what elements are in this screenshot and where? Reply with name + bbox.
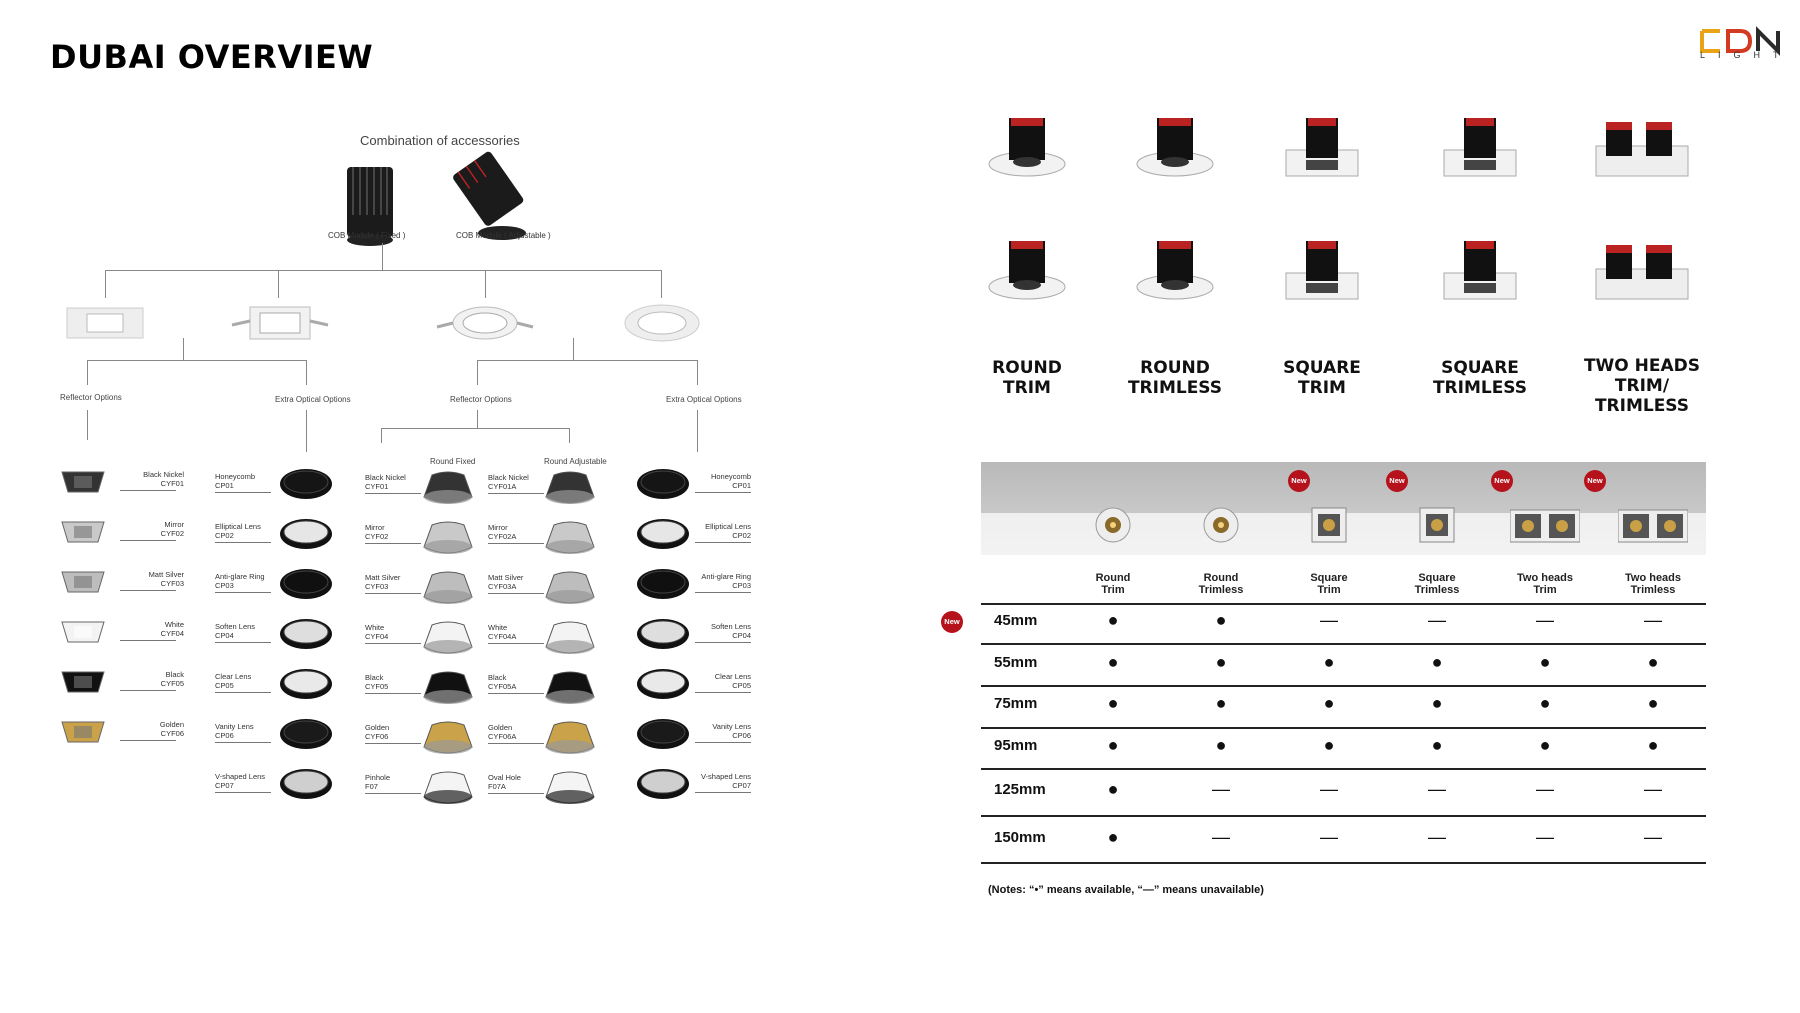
- cell-r1-c4: ●: [1539, 652, 1551, 672]
- product-4-tilt-image: [1592, 235, 1692, 307]
- col5-image-4: [635, 666, 693, 708]
- col5-underline-2: [695, 592, 751, 593]
- product-3-trim-image: [1430, 112, 1530, 184]
- col4-image-3: [542, 617, 600, 659]
- diagram-title: Combination of accessories: [360, 133, 520, 148]
- col3-label-5: Golden CYF06: [365, 723, 390, 741]
- col3-image-0: [420, 467, 478, 509]
- column-header-2: Square Trim: [1310, 572, 1348, 596]
- cell-r1-c3: ●: [1431, 652, 1443, 672]
- band-icon-5: [1618, 505, 1688, 545]
- col5-underline-3: [695, 642, 751, 643]
- cell-r1-c5: ●: [1647, 652, 1659, 672]
- cell-r3-c3: ●: [1431, 735, 1443, 755]
- row-label-0: 45mm: [994, 612, 1038, 629]
- column-header-0: Round Trim: [1095, 572, 1131, 596]
- col3-label-6: Pinhole F07: [365, 773, 391, 791]
- col4-underline-4: [488, 693, 544, 694]
- product-0-tilt-image: [977, 235, 1077, 307]
- table-rule-1: [981, 643, 1706, 645]
- cell-r2-c2: ●: [1323, 693, 1335, 713]
- option-title-round-adjustable: Round Adjustable: [544, 457, 607, 466]
- col3-image-5: [420, 717, 478, 759]
- cell-r3-c1: ●: [1215, 735, 1227, 755]
- col2-underline-0: [215, 492, 271, 493]
- col3-underline-3: [365, 643, 421, 644]
- product-name-2: SQUARE TRIM: [1283, 358, 1361, 398]
- col5-label-4: Clear Lens CP05: [714, 672, 751, 690]
- cob-module-fixed-image: [335, 155, 405, 255]
- cell-r1-c1: ●: [1215, 652, 1227, 672]
- col1-underline-4: [120, 690, 176, 691]
- table-rule-6: [981, 862, 1706, 864]
- col1-underline-1: [120, 540, 176, 541]
- col5-underline-5: [695, 742, 751, 743]
- cell-r4-c2: —: [1320, 779, 1338, 799]
- col2-underline-2: [215, 592, 271, 593]
- cell-r0-c2: —: [1320, 610, 1338, 630]
- col4-image-2: [542, 567, 600, 609]
- col1-underline-0: [120, 490, 176, 491]
- product-2-trim-image: [1272, 112, 1372, 184]
- col1-image-4: [60, 664, 118, 706]
- col3-underline-6: [365, 793, 421, 794]
- col4-label-5: Golden CYF06A: [488, 723, 517, 741]
- band-icon-0: [1093, 505, 1133, 545]
- col2-label-2: Anti-glare Ring CP03: [215, 572, 265, 590]
- col1-label-5: Golden CYF06: [159, 720, 184, 738]
- col4-underline-6: [488, 793, 544, 794]
- col3-label-3: White CYF04: [365, 623, 389, 641]
- col5-label-5: Vanity Lens CP06: [712, 722, 751, 740]
- cell-r0-c0: ●: [1107, 610, 1119, 630]
- cell-r5-c2: —: [1320, 827, 1338, 847]
- col4-image-5: [542, 717, 600, 759]
- col4-underline-1: [488, 543, 544, 544]
- col4-label-2: Matt Silver CYF03A: [488, 573, 524, 591]
- col3-label-4: Black CYF05: [365, 673, 389, 691]
- new-badge-row-0: New: [941, 611, 963, 633]
- cell-r4-c1: —: [1212, 779, 1230, 799]
- housing-round-trimless-image: [622, 301, 702, 345]
- product-4-trim-image: [1592, 112, 1692, 184]
- module-caption-adjustable: COB Module ( Adjustable ): [456, 231, 551, 240]
- product-1-trim-image: [1125, 112, 1225, 184]
- col5-image-1: [635, 516, 693, 558]
- col4-label-1: Mirror CYF02A: [488, 523, 517, 541]
- col5-label-2: Anti-glare Ring CP03: [701, 572, 751, 590]
- table-rule-0: [981, 603, 1706, 605]
- cell-r4-c4: —: [1536, 779, 1554, 799]
- col3-label-2: Matt Silver CYF03: [365, 573, 401, 591]
- col3-label-1: Mirror CYF02: [365, 523, 389, 541]
- col1-label-1: Mirror CYF02: [160, 520, 184, 538]
- col5-image-6: [635, 766, 693, 808]
- col5-image-0: [635, 466, 693, 508]
- column-header-3: Square Trimless: [1414, 572, 1460, 596]
- col2-label-0: Honeycomb CP01: [215, 472, 256, 490]
- col4-image-1: [542, 517, 600, 559]
- table-rule-2: [981, 685, 1706, 687]
- col1-image-5: [60, 714, 118, 756]
- cell-r0-c4: —: [1536, 610, 1554, 630]
- table-notes: (Notes: “•” means available, “—” means unavailable): [988, 884, 1264, 896]
- col2-label-6: V-shaped Lens CP07: [215, 772, 266, 790]
- cob-module-adjustable-image: [450, 145, 540, 245]
- page-title: DUBAI OVERVIEW: [50, 38, 374, 76]
- housing-round-trim-image: [435, 301, 535, 345]
- col4-underline-2: [488, 593, 544, 594]
- logo-subtext: LIGHT: [1700, 50, 1792, 60]
- col1-label-0: Black Nickel CYF01: [143, 470, 184, 488]
- col5-underline-6: [695, 792, 751, 793]
- cell-r4-c3: —: [1428, 779, 1446, 799]
- col2-image-4: [278, 666, 336, 708]
- product-3-tilt-image: [1430, 235, 1530, 307]
- col4-underline-3: [488, 643, 544, 644]
- cell-r5-c3: —: [1428, 827, 1446, 847]
- col5-label-0: Honeycomb CP01: [710, 472, 751, 490]
- row-label-3: 95mm: [994, 737, 1038, 754]
- col4-label-3: White CYF04A: [488, 623, 517, 641]
- col3-label-0: Black Nickel CYF01: [365, 473, 406, 491]
- cell-r5-c4: —: [1536, 827, 1554, 847]
- col2-image-5: [278, 716, 336, 758]
- column-header-1: Round Trimless: [1198, 572, 1244, 596]
- col5-underline-0: [695, 492, 751, 493]
- col1-image-0: [60, 464, 118, 506]
- col3-image-4: [420, 667, 478, 709]
- col4-image-6: [542, 767, 600, 809]
- option-title-extra-right: Extra Optical Options: [666, 395, 742, 404]
- col3-underline-2: [365, 593, 421, 594]
- col3-underline-0: [365, 493, 421, 494]
- col1-image-2: [60, 564, 118, 606]
- row-label-2: 75mm: [994, 695, 1038, 712]
- col5-label-3: Soften Lens CP04: [710, 622, 751, 640]
- col2-image-0: [278, 466, 336, 508]
- col1-label-2: Matt Silver CYF03: [148, 570, 184, 588]
- band-icon-4: [1510, 505, 1580, 545]
- option-title-round-fixed: Round Fixed: [430, 457, 476, 466]
- band-icon-1: [1201, 505, 1241, 545]
- col4-label-4: Black CYF05A: [488, 673, 517, 691]
- option-title-extra-left: Extra Optical Options: [275, 395, 351, 404]
- col1-label-3: White CYF04: [160, 620, 184, 638]
- col5-label-6: V-shaped Lens CP07: [700, 772, 751, 790]
- col4-underline-5: [488, 743, 544, 744]
- row-label-1: 55mm: [994, 654, 1038, 671]
- col1-image-3: [60, 614, 118, 656]
- col5-label-1: Elliptical Lens CP02: [705, 522, 751, 540]
- table-rule-4: [981, 768, 1706, 770]
- option-title-reflector-left: Reflector Options: [60, 393, 122, 402]
- col3-underline-5: [365, 743, 421, 744]
- col3-image-1: [420, 517, 478, 559]
- cell-r3-c2: ●: [1323, 735, 1335, 755]
- product-2-tilt-image: [1272, 235, 1372, 307]
- option-title-reflector-mid: Reflector Options: [450, 395, 512, 404]
- row-label-4: 125mm: [994, 781, 1046, 798]
- cell-r3-c5: ●: [1647, 735, 1659, 755]
- col2-image-1: [278, 516, 336, 558]
- col2-label-4: Clear Lens CP05: [215, 672, 252, 690]
- product-1-tilt-image: [1125, 235, 1225, 307]
- cell-r0-c1: ●: [1215, 610, 1227, 630]
- col3-image-2: [420, 567, 478, 609]
- cell-r3-c4: ●: [1539, 735, 1551, 755]
- col5-image-2: [635, 566, 693, 608]
- product-name-3: SQUARE TRIMLESS: [1432, 358, 1528, 398]
- col3-underline-1: [365, 543, 421, 544]
- cell-r5-c1: —: [1212, 827, 1230, 847]
- col3-underline-4: [365, 693, 421, 694]
- product-name-1: ROUND TRIMLESS: [1127, 358, 1223, 398]
- new-badge-col-5: New: [1584, 470, 1606, 492]
- col1-label-4: Black CYF05: [160, 670, 184, 688]
- col5-image-3: [635, 616, 693, 658]
- col5-image-5: [635, 716, 693, 758]
- col3-image-3: [420, 617, 478, 659]
- housing-square-trim-image: [230, 303, 330, 343]
- cell-r1-c0: ●: [1107, 652, 1119, 672]
- cell-r0-c3: —: [1428, 610, 1446, 630]
- cell-r2-c1: ●: [1215, 693, 1227, 713]
- col2-label-1: Elliptical Lens CP02: [215, 522, 261, 540]
- column-header-5: Two heads Trimless: [1624, 572, 1682, 596]
- accessory-diagram: [60, 125, 890, 925]
- col2-label-5: Vanity Lens CP06: [215, 722, 254, 740]
- col2-underline-3: [215, 642, 271, 643]
- col2-underline-6: [215, 792, 271, 793]
- band-icon-3: [1417, 505, 1457, 545]
- housing-square-trimless-image: [65, 305, 145, 341]
- col1-underline-3: [120, 640, 176, 641]
- table-rule-5: [981, 815, 1706, 817]
- cell-r3-c0: ●: [1107, 735, 1119, 755]
- col4-image-4: [542, 667, 600, 709]
- col3-image-6: [420, 767, 478, 809]
- new-badge-col-2: New: [1288, 470, 1310, 492]
- cell-r4-c0: ●: [1107, 779, 1119, 799]
- new-badge-col-3: New: [1386, 470, 1408, 492]
- col1-image-1: [60, 514, 118, 556]
- col2-image-3: [278, 616, 336, 658]
- col2-underline-1: [215, 542, 271, 543]
- column-header-4: Two heads Trim: [1516, 572, 1574, 596]
- col1-underline-5: [120, 740, 176, 741]
- col4-label-0: Black Nickel CYF01A: [488, 473, 529, 491]
- band-icon-2: [1309, 505, 1349, 545]
- col2-image-2: [278, 566, 336, 608]
- col4-label-6: Oval Hole F07A: [488, 773, 521, 791]
- col4-underline-0: [488, 493, 544, 494]
- table-rule-3: [981, 727, 1706, 729]
- cell-r2-c4: ●: [1539, 693, 1551, 713]
- col2-underline-4: [215, 692, 271, 693]
- module-caption-fixed: COB Module ( Fixed ): [328, 231, 406, 240]
- product-name-0: ROUND TRIM: [992, 358, 1062, 398]
- col2-label-3: Soften Lens CP04: [215, 622, 256, 640]
- cell-r2-c5: ●: [1647, 693, 1659, 713]
- cell-r1-c2: ●: [1323, 652, 1335, 672]
- row-label-5: 150mm: [994, 829, 1046, 846]
- cell-r0-c5: —: [1644, 610, 1662, 630]
- cell-r5-c5: —: [1644, 827, 1662, 847]
- cell-r2-c3: ●: [1431, 693, 1443, 713]
- col5-underline-4: [695, 692, 751, 693]
- col2-image-6: [278, 766, 336, 808]
- cell-r2-c0: ●: [1107, 693, 1119, 713]
- product-0-trim-image: [977, 112, 1077, 184]
- cell-r4-c5: —: [1644, 779, 1662, 799]
- new-badge-col-4: New: [1491, 470, 1513, 492]
- col2-underline-5: [215, 742, 271, 743]
- product-name-4: TWO HEADS TRIM/ TRIMLESS: [1583, 356, 1701, 416]
- col5-underline-1: [695, 542, 751, 543]
- col1-underline-2: [120, 590, 176, 591]
- cell-r5-c0: ●: [1107, 827, 1119, 847]
- col4-image-0: [542, 467, 600, 509]
